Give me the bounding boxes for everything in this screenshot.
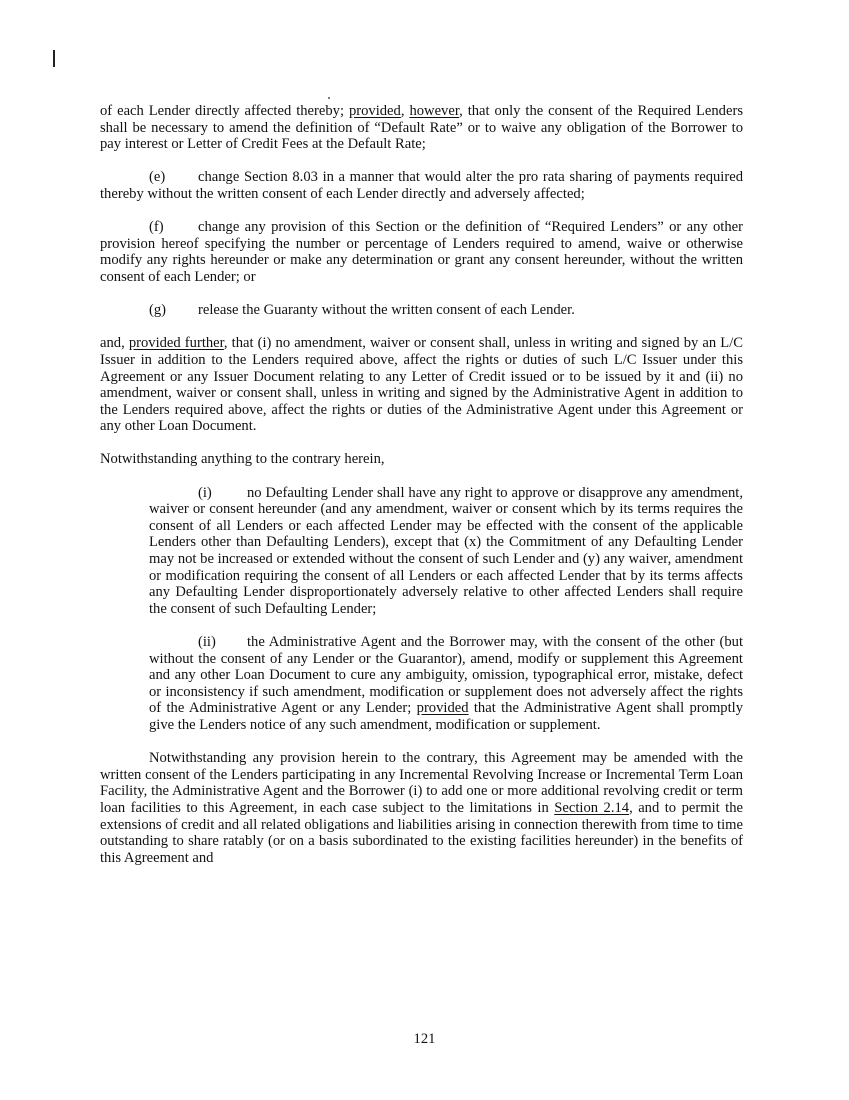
clause-f: (f) change any provision of this Section or the definition of “Required Lenders” or any other provision hereof specifying the number or percentage of Lenders required to amend, waive or otherwise modify any rights hereunder or make any determination or grant any consent hereunder, without the written consent of each Lender; or <box>100 219 743 285</box>
clause-i: (i) no Defaulting Lender shall have any right to approve or disapprove any amendment, waiver or consent hereunder (and any amendment, waiver or consent which by its terms requires the consent of all Lenders or each affected Lender may be effected with the consent of the applicable Lenders other than Defaulting Lenders), except that (x) the Commitment of any Defaulting Lender may not be increased or extended without the consent of such Lender and (y) any waiver, amendment or modification requiring the consent of all Lenders or each affected Lender that by its terms affects any Defaulting Lender disproportionately adversely relative to other affected Lenders shall require the consent of such Defaulting Lender; <box>149 484 743 617</box>
paragraph-provided-further: and, provided further, that (i) no amendment, waiver or consent shall, unless in writing and signed by an L/C Issuer in addition to the Lenders required above, affect the rights or duties of such L/C Issuer under this Agreement or any Issuer Document relating to any Letter of Credit issued or to be issued by it and (ii) no amendment, waiver or consent shall, unless in writing and signed by the Administrative Agent in addition to the Lenders required above, affect the rights or duties of the Administrative Agent under this Agreement or any other Loan Document. <box>100 335 743 435</box>
clause-g: (g) release the Guaranty without the written consent of each Lender. <box>149 302 575 319</box>
indented-block <box>149 485 743 734</box>
clause-number: (f) <box>149 219 164 236</box>
page-body <box>100 103 743 866</box>
clause-number: (i) <box>198 484 212 501</box>
notwithstanding-intro: Notwithstanding anything to the contrary herein, <box>100 451 385 468</box>
clause-ii: (ii) the Administrative Agent and the Borrower may, with the consent of the other (but without the consent of any Lender or the Guarantor), amend, modify or supplement this Agreement and any other Loan Document to cure any ambiguity, omission, typographical error, mistake, defect or inconsistency if such amendment, modification or supplement does not adversely affect the rights of the Administrative Agent or any Lender; provided that the Administrative Agent shall promptly give the Lenders notice of any such amendment, modification or supplement. <box>149 634 744 733</box>
clause-number: (ii) <box>198 634 216 650</box>
text-cursor <box>53 50 55 67</box>
page-number: 121 <box>413 1031 436 1047</box>
clause-e: (e) change Section 8.03 in a manner that would alter the pro rata sharing of payments required thereby without the written consent of each Lender directly and adversely affected; <box>100 169 743 202</box>
clause-number: (e) <box>149 169 166 186</box>
scan-dot <box>328 97 330 99</box>
section-reference: Section 2.14 <box>554 799 630 816</box>
paragraph-continuation: of each Lender directly affected thereby; provided, however, that only the consent of the Required Lenders shall be necessary to amend the definition of “Default Rate” or to waive any obligation of the Borrower to pay interest or Letter of Credit Fees at the Default Rate; <box>100 103 743 153</box>
clause-number: (g) <box>149 302 167 319</box>
paragraph-incremental: Notwithstanding any provision herein to the contrary, this Agreement may be amended with the written consent of the Lenders participating in any Incremental Revolving Increase or Incremental Term Loan Facility, the Administrative Agent and the Borrower (i) to add one or more additional revolving credit or term loan facilities to this Agreement, in each case subject to the limitations in Section 2.14, and to permit the extensions of credit and all related obligations and liabilities arising in connection therewith from time to time outstanding to share ratably (or on a basis subordinated to the existing facilities hereunder) in the benefits of this Agreement and <box>100 750 743 866</box>
